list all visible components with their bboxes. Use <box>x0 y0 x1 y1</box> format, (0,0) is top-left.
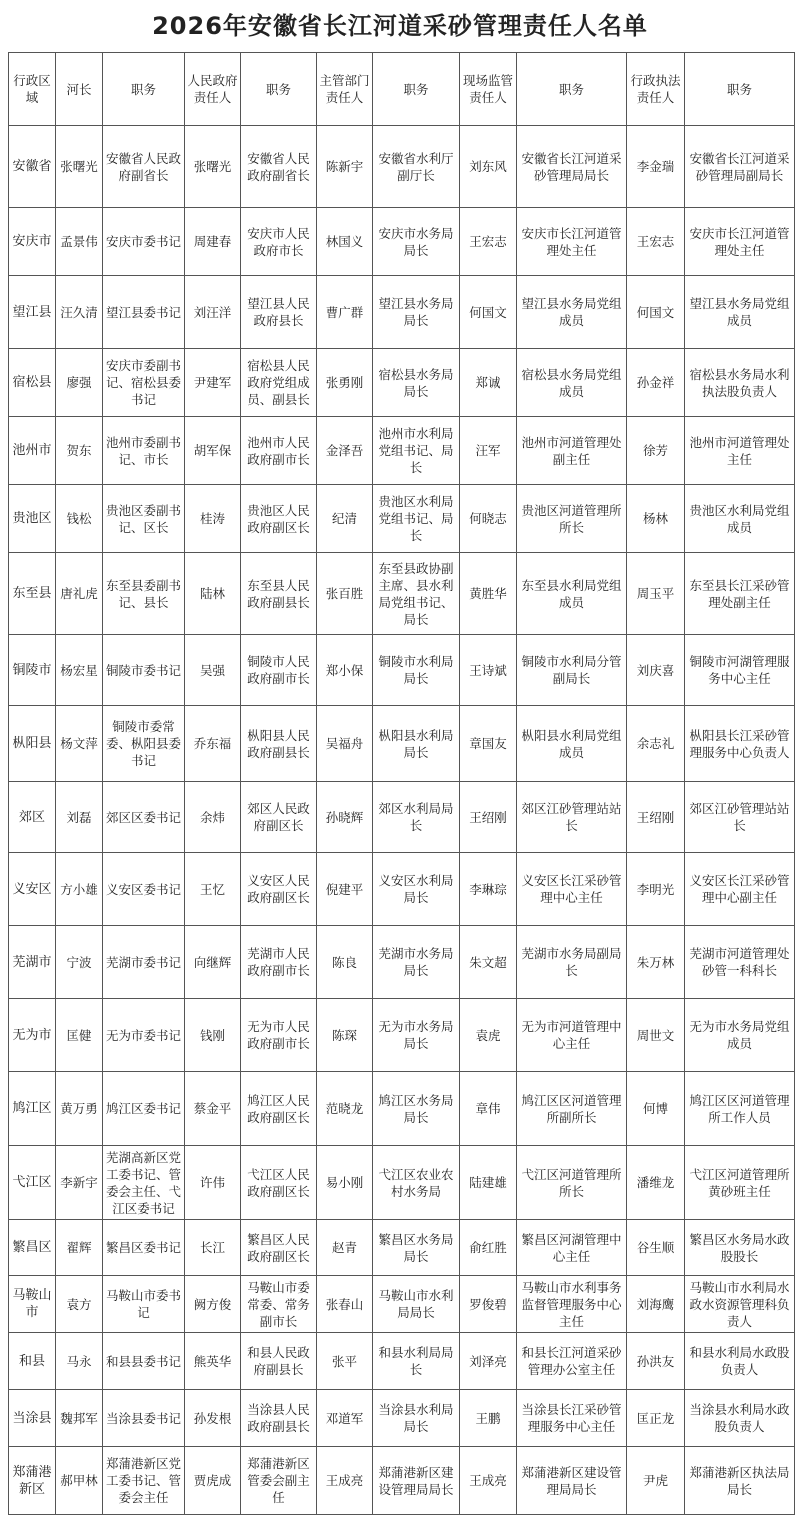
table-row <box>9 349 795 417</box>
table-row <box>9 553 795 635</box>
person-cell: 邓道军 <box>317 1390 373 1447</box>
person-cell: 宁波 <box>56 926 103 999</box>
position-cell: 东至县水利局党组成员 <box>517 553 627 635</box>
person-cell: 长江 <box>185 1220 241 1276</box>
column-header: 主管部门责任人 <box>317 53 373 126</box>
position-cell: 和县人民政府副县长 <box>241 1333 317 1390</box>
person-cell: 熊英华 <box>185 1333 241 1390</box>
person-cell: 许伟 <box>185 1146 241 1220</box>
region-cell: 宿松县 <box>9 349 56 417</box>
table-row <box>9 999 795 1072</box>
position-cell: 贵池区水利局党组书记、局长 <box>373 485 460 553</box>
position-cell: 铜陵市委书记 <box>103 635 185 706</box>
person-cell: 胡军保 <box>185 417 241 485</box>
person-cell: 匡正龙 <box>627 1390 685 1447</box>
person-cell: 孙金祥 <box>627 349 685 417</box>
person-cell: 曹广群 <box>317 276 373 349</box>
table-row <box>9 1072 795 1146</box>
position-cell: 鸠江区委书记 <box>103 1072 185 1146</box>
person-cell: 王绍刚 <box>460 782 517 853</box>
person-cell: 陈新宇 <box>317 126 373 208</box>
column-header: 河长 <box>56 53 103 126</box>
table-row <box>9 782 795 853</box>
position-cell: 芜湖市水务局副局长 <box>517 926 627 999</box>
position-cell: 芜湖高新区党工委书记、管委会主任、弋江区委书记 <box>103 1146 185 1220</box>
position-cell: 义安区委书记 <box>103 853 185 926</box>
person-cell: 赵青 <box>317 1220 373 1276</box>
position-cell: 枞阳县人民政府副县长 <box>241 706 317 782</box>
position-cell: 枞阳县长江采砂管理服务中心负责人 <box>685 706 795 782</box>
position-cell: 马鞍山市水利事务监督管理服务中心主任 <box>517 1276 627 1333</box>
position-cell: 贵池区河道管理所所长 <box>517 485 627 553</box>
table-row <box>9 1146 795 1220</box>
position-cell: 铜陵市委常委、枞阳县委书记 <box>103 706 185 782</box>
region-cell: 无为市 <box>9 999 56 1072</box>
position-cell: 铜陵市水利局分管副局长 <box>517 635 627 706</box>
position-cell: 当涂县人民政府副县长 <box>241 1390 317 1447</box>
person-cell: 黄万勇 <box>56 1072 103 1146</box>
table-row <box>9 1333 795 1390</box>
position-cell: 郊区人民政府副区长 <box>241 782 317 853</box>
person-cell: 余炜 <box>185 782 241 853</box>
position-cell: 东至县政协副主席、县水利局党组书记、局长 <box>373 553 460 635</box>
position-cell: 鸠江区人民政府副区长 <box>241 1072 317 1146</box>
person-cell: 汪久清 <box>56 276 103 349</box>
position-cell: 和县长江河道采砂管理办公室主任 <box>517 1333 627 1390</box>
person-cell: 杨宏星 <box>56 635 103 706</box>
position-cell: 繁昌区水务局水政股股长 <box>685 1220 795 1276</box>
position-cell: 当涂县委书记 <box>103 1390 185 1447</box>
person-cell: 朱万林 <box>627 926 685 999</box>
position-cell: 无为市人民政府副市长 <box>241 999 317 1072</box>
person-cell: 王鹏 <box>460 1390 517 1447</box>
position-cell: 安徽省水利厅副厅长 <box>373 126 460 208</box>
table-row <box>9 853 795 926</box>
person-cell: 李金瑞 <box>627 126 685 208</box>
table-row <box>9 276 795 349</box>
position-cell: 贵池区委副书记、区长 <box>103 485 185 553</box>
region-cell: 马鞍山市 <box>9 1276 56 1333</box>
person-cell: 刘东风 <box>460 126 517 208</box>
person-cell: 陆建雄 <box>460 1146 517 1220</box>
person-cell: 贾虎成 <box>185 1447 241 1515</box>
position-cell: 繁昌区人民政府副区长 <box>241 1220 317 1276</box>
person-cell: 孙发根 <box>185 1390 241 1447</box>
person-cell: 张曙光 <box>185 126 241 208</box>
table-header-row <box>9 53 795 126</box>
person-cell: 汪军 <box>460 417 517 485</box>
person-cell: 孟景伟 <box>56 208 103 276</box>
column-header: 人民政府责任人 <box>185 53 241 126</box>
position-cell: 东至县长江采砂管理处副主任 <box>685 553 795 635</box>
person-cell: 李明光 <box>627 853 685 926</box>
person-cell: 王绍刚 <box>627 782 685 853</box>
position-cell: 安庆市长江河道管理处主任 <box>517 208 627 276</box>
person-cell: 桂涛 <box>185 485 241 553</box>
position-cell: 铜陵市河湖管理服务中心主任 <box>685 635 795 706</box>
position-cell: 池州市河道管理处主任 <box>685 417 795 485</box>
position-cell: 繁昌区委书记 <box>103 1220 185 1276</box>
position-cell: 安庆市长江河道管理处主任 <box>685 208 795 276</box>
position-cell: 郑蒲港新区党工委书记、管委会主任 <box>103 1447 185 1515</box>
person-cell: 黄胜华 <box>460 553 517 635</box>
region-cell: 池州市 <box>9 417 56 485</box>
column-header: 职务 <box>241 53 317 126</box>
page-title: 2026年安徽省长江河道采砂管理责任人名单 <box>152 12 648 40</box>
person-cell: 张春山 <box>317 1276 373 1333</box>
position-cell: 无为市水务局局长 <box>373 999 460 1072</box>
person-cell: 王成亮 <box>460 1447 517 1515</box>
table-row <box>9 208 795 276</box>
column-header: 行政区域 <box>9 53 56 126</box>
table-row <box>9 926 795 999</box>
position-cell: 枞阳县水利局党组成员 <box>517 706 627 782</box>
person-cell: 尹建军 <box>185 349 241 417</box>
person-cell: 周建春 <box>185 208 241 276</box>
position-cell: 郑蒲港新区执法局局长 <box>685 1447 795 1515</box>
person-cell: 徐芳 <box>627 417 685 485</box>
person-cell: 郑诚 <box>460 349 517 417</box>
position-cell: 繁昌区河湖管理中心主任 <box>517 1220 627 1276</box>
position-cell: 郊区水利局局长 <box>373 782 460 853</box>
position-cell: 铜陵市人民政府副市长 <box>241 635 317 706</box>
person-cell: 林国义 <box>317 208 373 276</box>
person-cell: 吴福舟 <box>317 706 373 782</box>
region-cell: 铜陵市 <box>9 635 56 706</box>
position-cell: 鸠江区水务局局长 <box>373 1072 460 1146</box>
person-cell: 唐礼虎 <box>56 553 103 635</box>
person-cell: 郝甲林 <box>56 1447 103 1515</box>
position-cell: 安徽省长江河道采砂管理局局长 <box>517 126 627 208</box>
person-cell: 李琳琮 <box>460 853 517 926</box>
position-cell: 郑蒲港新区建设管理局局长 <box>517 1447 627 1515</box>
position-cell: 义安区人民政府副区长 <box>241 853 317 926</box>
person-cell: 朱文超 <box>460 926 517 999</box>
person-cell: 张百胜 <box>317 553 373 635</box>
region-cell: 枞阳县 <box>9 706 56 782</box>
position-cell: 望江县委书记 <box>103 276 185 349</box>
person-cell: 袁虎 <box>460 999 517 1072</box>
person-cell: 何国文 <box>460 276 517 349</box>
position-cell: 安徽省人民政府副省长 <box>103 126 185 208</box>
person-cell: 何博 <box>627 1072 685 1146</box>
person-cell: 杨林 <box>627 485 685 553</box>
position-cell: 义安区长江采砂管理中心副主任 <box>685 853 795 926</box>
position-cell: 宿松县人民政府党组成员、副县长 <box>241 349 317 417</box>
region-cell: 和县 <box>9 1333 56 1390</box>
column-header: 职务 <box>517 53 627 126</box>
table-row <box>9 1447 795 1515</box>
person-cell: 刘海鹰 <box>627 1276 685 1333</box>
region-cell: 安庆市 <box>9 208 56 276</box>
position-cell: 当涂县水利局局长 <box>373 1390 460 1447</box>
person-cell: 刘汪洋 <box>185 276 241 349</box>
column-header: 职务 <box>373 53 460 126</box>
position-cell: 安庆市水务局局长 <box>373 208 460 276</box>
person-cell: 余志礼 <box>627 706 685 782</box>
position-cell: 望江县水务局党组成员 <box>685 276 795 349</box>
person-cell: 王成亮 <box>317 1447 373 1515</box>
person-cell: 郑小保 <box>317 635 373 706</box>
position-cell: 安徽省人民政府副省长 <box>241 126 317 208</box>
position-cell: 东至县委副书记、县长 <box>103 553 185 635</box>
person-cell: 何国文 <box>627 276 685 349</box>
position-cell: 郊区江砂管理站站长 <box>517 782 627 853</box>
position-cell: 望江县水务局党组成员 <box>517 276 627 349</box>
region-cell: 东至县 <box>9 553 56 635</box>
position-cell: 池州市人民政府副市长 <box>241 417 317 485</box>
position-cell: 东至县人民政府副县长 <box>241 553 317 635</box>
position-cell: 贵池区人民政府副区长 <box>241 485 317 553</box>
person-cell: 袁方 <box>56 1276 103 1333</box>
region-cell: 义安区 <box>9 853 56 926</box>
person-cell: 陈琛 <box>317 999 373 1072</box>
position-cell: 当涂县长江采砂管理服务中心主任 <box>517 1390 627 1447</box>
position-cell: 枞阳县水利局局长 <box>373 706 460 782</box>
column-header: 职务 <box>103 53 185 126</box>
person-cell: 乔东福 <box>185 706 241 782</box>
position-cell: 池州市水利局党组书记、局长 <box>373 417 460 485</box>
person-cell: 金泽吾 <box>317 417 373 485</box>
person-cell: 王忆 <box>185 853 241 926</box>
person-cell: 杨文萍 <box>56 706 103 782</box>
region-cell: 郊区 <box>9 782 56 853</box>
person-cell: 张平 <box>317 1333 373 1390</box>
position-cell: 马鞍山市委书记 <box>103 1276 185 1333</box>
person-cell: 翟辉 <box>56 1220 103 1276</box>
column-header: 现场监管责任人 <box>460 53 517 126</box>
region-cell: 繁昌区 <box>9 1220 56 1276</box>
column-header: 职务 <box>685 53 795 126</box>
position-cell: 弋江区人民政府副区长 <box>241 1146 317 1220</box>
position-cell: 义安区长江采砂管理中心主任 <box>517 853 627 926</box>
position-cell: 池州市河道管理处副主任 <box>517 417 627 485</box>
region-cell: 鸠江区 <box>9 1072 56 1146</box>
person-cell: 方小雄 <box>56 853 103 926</box>
person-cell: 陆林 <box>185 553 241 635</box>
position-cell: 鸠江区区河道管理所工作人员 <box>685 1072 795 1146</box>
table-row <box>9 1220 795 1276</box>
position-cell: 郊区区委书记 <box>103 782 185 853</box>
position-cell: 宿松县水务局局长 <box>373 349 460 417</box>
person-cell: 马永 <box>56 1333 103 1390</box>
person-cell: 贺东 <box>56 417 103 485</box>
position-cell: 和县水利局水政股负责人 <box>685 1333 795 1390</box>
table-row <box>9 485 795 553</box>
position-cell: 芜湖市河道管理处砂管一科科长 <box>685 926 795 999</box>
person-cell: 廖强 <box>56 349 103 417</box>
person-cell: 阙方俊 <box>185 1276 241 1333</box>
table-row <box>9 1276 795 1333</box>
person-cell: 潘维龙 <box>627 1146 685 1220</box>
region-cell: 望江县 <box>9 276 56 349</box>
position-cell: 弋江区农业农村水务局 <box>373 1146 460 1220</box>
position-cell: 安徽省长江河道采砂管理局副局长 <box>685 126 795 208</box>
region-cell: 弋江区 <box>9 1146 56 1220</box>
person-cell: 章国友 <box>460 706 517 782</box>
region-cell: 安徽省 <box>9 126 56 208</box>
person-cell: 吴强 <box>185 635 241 706</box>
position-cell: 安庆市委副书记、宿松县委书记 <box>103 349 185 417</box>
person-cell: 罗俊碧 <box>460 1276 517 1333</box>
region-cell: 当涂县 <box>9 1390 56 1447</box>
person-cell: 易小刚 <box>317 1146 373 1220</box>
table-row <box>9 1390 795 1447</box>
position-cell: 无为市水务局党组成员 <box>685 999 795 1072</box>
person-cell: 李新宇 <box>56 1146 103 1220</box>
position-cell: 铜陵市水利局局长 <box>373 635 460 706</box>
position-cell: 芜湖市人民政府副市长 <box>241 926 317 999</box>
person-cell: 陈良 <box>317 926 373 999</box>
person-cell: 倪建平 <box>317 853 373 926</box>
position-cell: 马鞍山市委常委、常务副市长 <box>241 1276 317 1333</box>
position-cell: 繁昌区水务局局长 <box>373 1220 460 1276</box>
person-cell: 王宏志 <box>627 208 685 276</box>
position-cell: 望江县水务局局长 <box>373 276 460 349</box>
position-cell: 郊区江砂管理站站长 <box>685 782 795 853</box>
region-cell: 贵池区 <box>9 485 56 553</box>
person-cell: 蔡金平 <box>185 1072 241 1146</box>
person-cell: 张曙光 <box>56 126 103 208</box>
person-cell: 周玉平 <box>627 553 685 635</box>
position-cell: 鸠江区区河道管理所副所长 <box>517 1072 627 1146</box>
person-cell: 刘磊 <box>56 782 103 853</box>
person-cell: 刘泽亮 <box>460 1333 517 1390</box>
position-cell: 池州市委副书记、市长 <box>103 417 185 485</box>
position-cell: 和县县委书记 <box>103 1333 185 1390</box>
position-cell: 芜湖市水务局局长 <box>373 926 460 999</box>
position-cell: 芜湖市委书记 <box>103 926 185 999</box>
position-cell: 义安区水利局局长 <box>373 853 460 926</box>
region-cell: 郑蒲港新区 <box>9 1447 56 1515</box>
region-cell: 芜湖市 <box>9 926 56 999</box>
person-cell: 向继辉 <box>185 926 241 999</box>
person-cell: 纪清 <box>317 485 373 553</box>
position-cell: 安庆市委书记 <box>103 208 185 276</box>
column-header: 行政执法责任人 <box>627 53 685 126</box>
person-cell: 王诗斌 <box>460 635 517 706</box>
position-cell: 无为市委书记 <box>103 999 185 1072</box>
responsibility-table <box>8 52 795 1515</box>
person-cell: 张勇刚 <box>317 349 373 417</box>
person-cell: 范晓龙 <box>317 1072 373 1146</box>
table-row <box>9 417 795 485</box>
person-cell: 谷生顺 <box>627 1220 685 1276</box>
position-cell: 望江县人民政府县长 <box>241 276 317 349</box>
position-cell: 宿松县水务局水利执法股负责人 <box>685 349 795 417</box>
position-cell: 郑蒲港新区建设管理局局长 <box>373 1447 460 1515</box>
position-cell: 无为市河道管理中心主任 <box>517 999 627 1072</box>
position-cell: 马鞍山市水利局水政水资源管理科负责人 <box>685 1276 795 1333</box>
person-cell: 孙晓辉 <box>317 782 373 853</box>
table-row <box>9 706 795 782</box>
person-cell: 孙洪友 <box>627 1333 685 1390</box>
position-cell: 安庆市人民政府市长 <box>241 208 317 276</box>
person-cell: 周世文 <box>627 999 685 1072</box>
position-cell: 郑蒲港新区管委会副主任 <box>241 1447 317 1515</box>
position-cell: 马鞍山市水利局局长 <box>373 1276 460 1333</box>
position-cell: 和县水利局局长 <box>373 1333 460 1390</box>
position-cell: 宿松县水务局党组成员 <box>517 349 627 417</box>
person-cell: 匡健 <box>56 999 103 1072</box>
person-cell: 何晓志 <box>460 485 517 553</box>
person-cell: 尹虎 <box>627 1447 685 1515</box>
position-cell: 弋江区河道管理所黄砂班主任 <box>685 1146 795 1220</box>
person-cell: 章伟 <box>460 1072 517 1146</box>
position-cell: 当涂县水利局水政股负责人 <box>685 1390 795 1447</box>
table-row <box>9 635 795 706</box>
position-cell: 弋江区河道管理所所长 <box>517 1146 627 1220</box>
table-row <box>9 126 795 208</box>
person-cell: 王宏志 <box>460 208 517 276</box>
person-cell: 钱松 <box>56 485 103 553</box>
position-cell: 贵池区水利局党组成员 <box>685 485 795 553</box>
person-cell: 魏邦军 <box>56 1390 103 1447</box>
person-cell: 俞红胜 <box>460 1220 517 1276</box>
person-cell: 钱刚 <box>185 999 241 1072</box>
person-cell: 刘庆喜 <box>627 635 685 706</box>
